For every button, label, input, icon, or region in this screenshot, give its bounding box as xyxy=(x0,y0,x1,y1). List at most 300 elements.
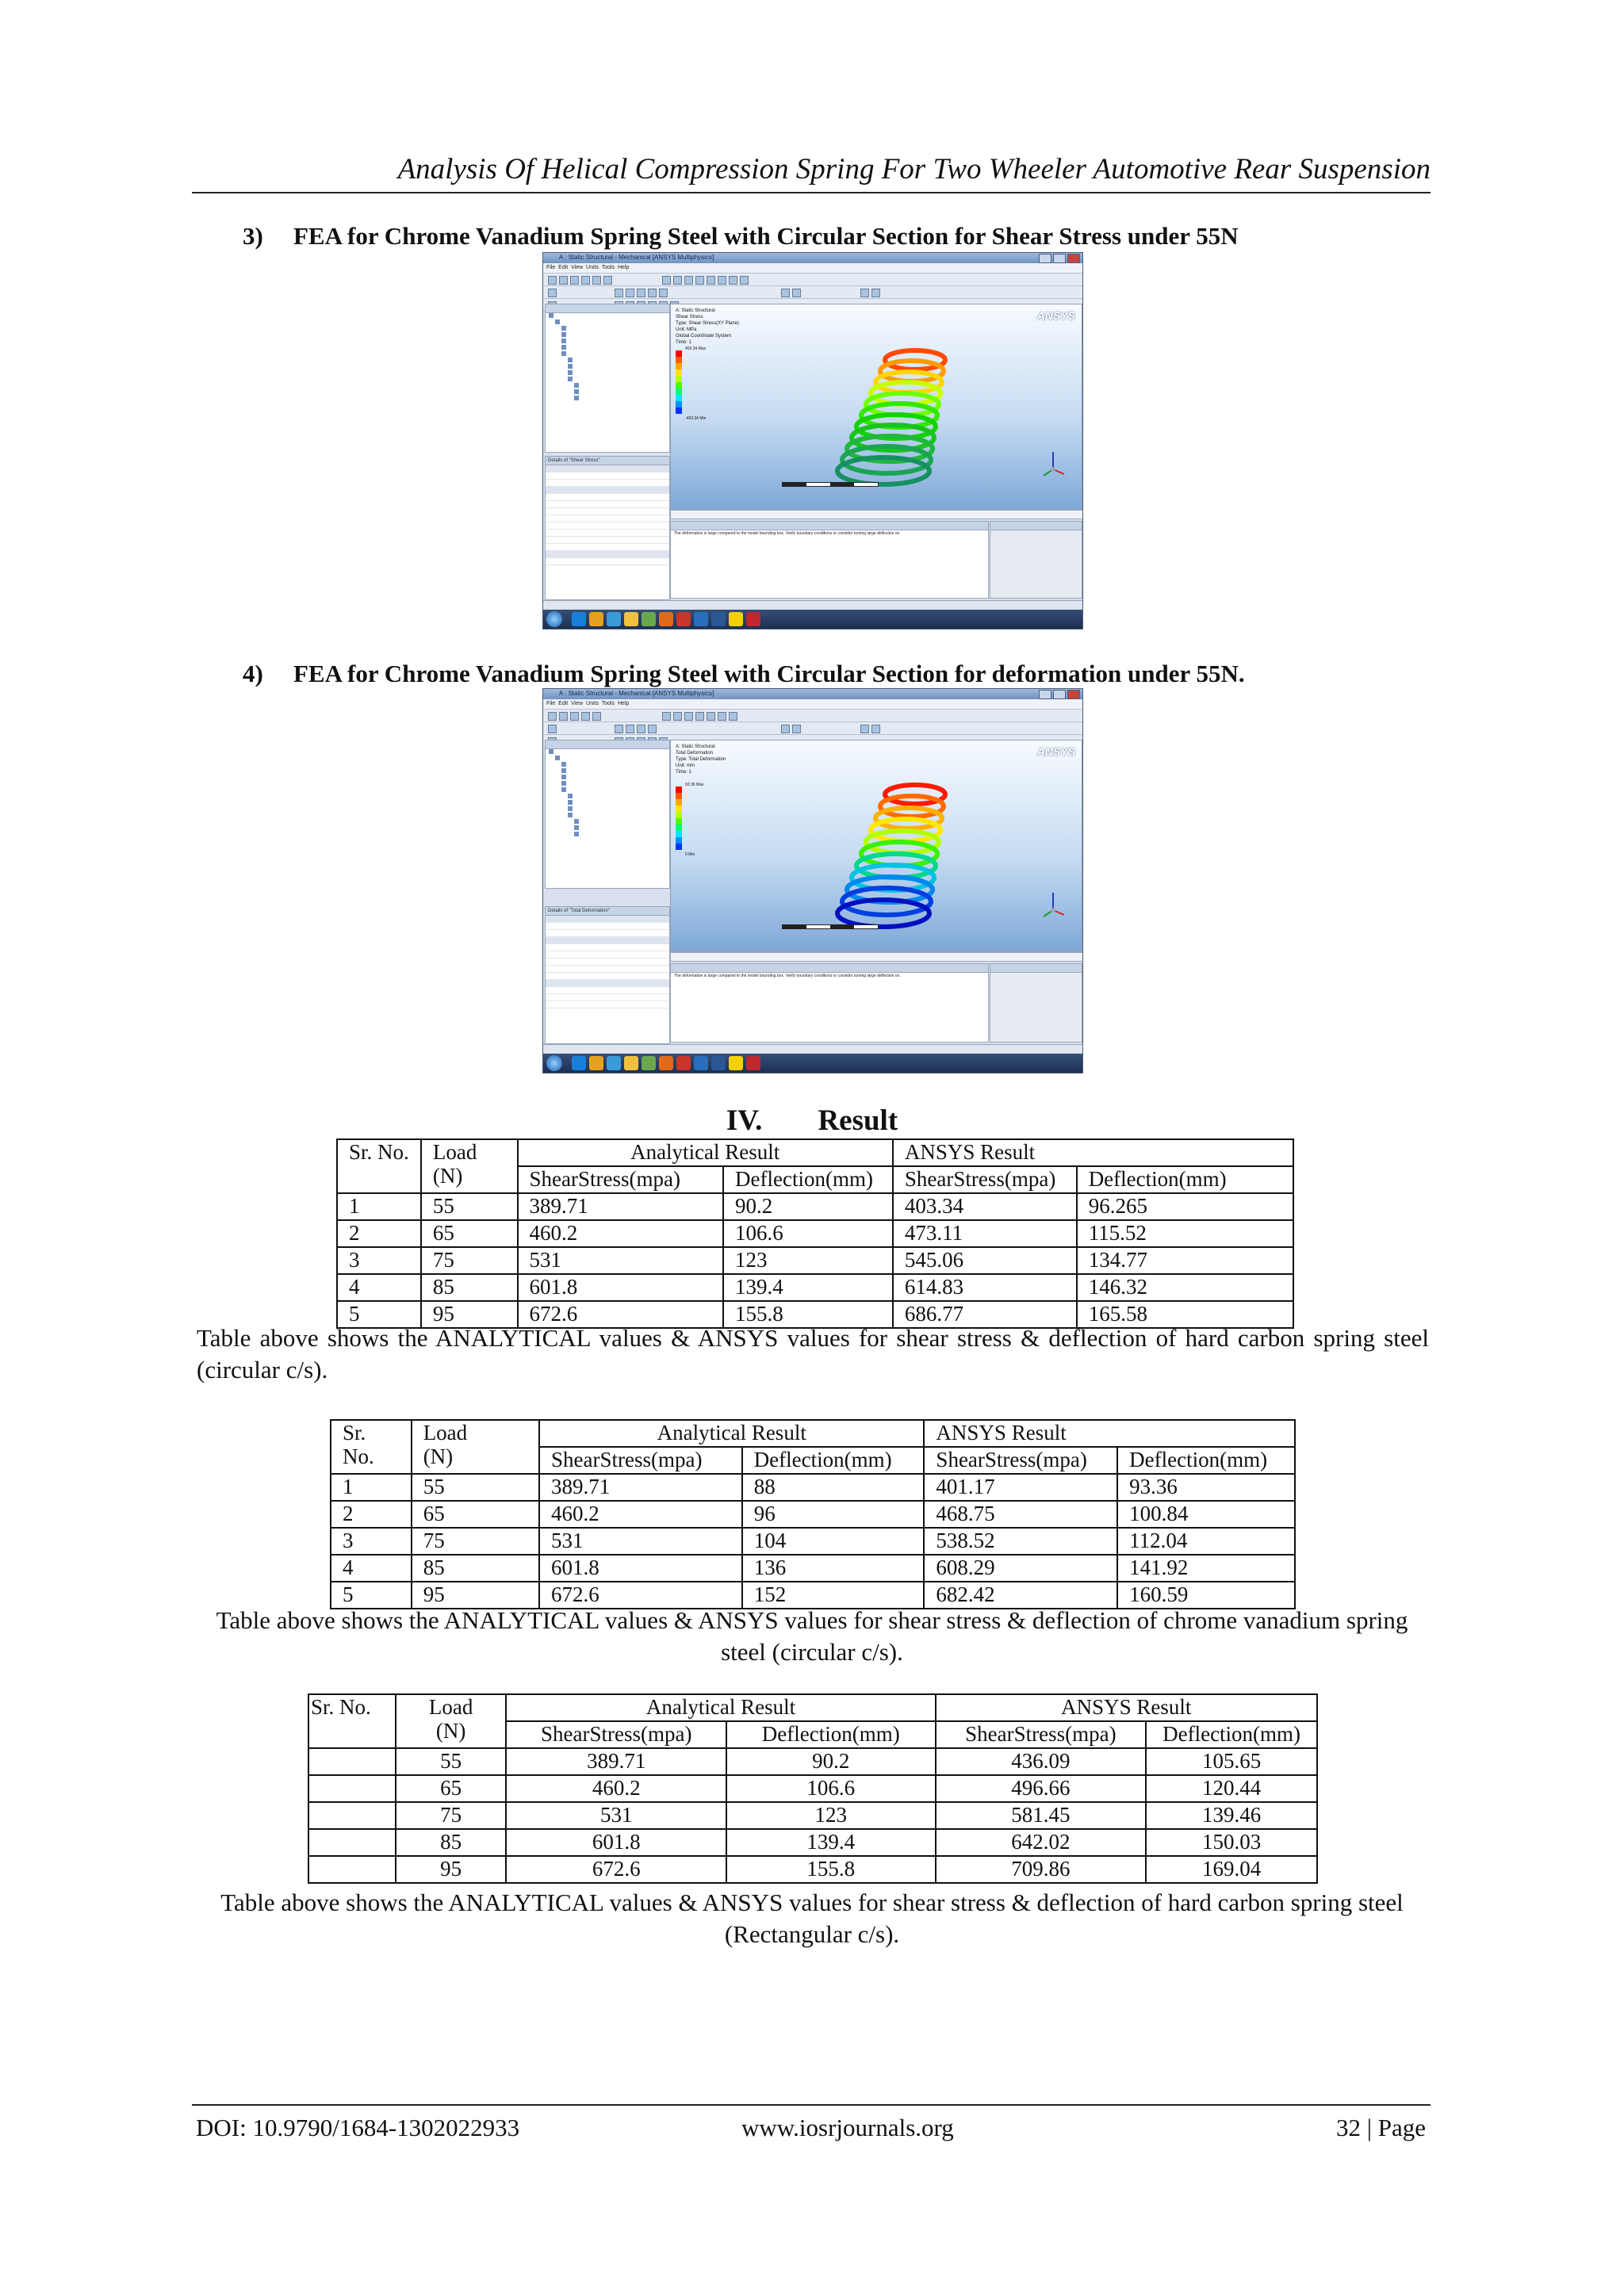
taskbar-app-icon xyxy=(676,612,691,626)
legend-min-label: 0 Min xyxy=(685,852,695,857)
toolbar-icon xyxy=(684,276,693,285)
details-row xyxy=(546,501,669,508)
details-row xyxy=(546,951,669,959)
toolbar-icon xyxy=(792,289,801,297)
tree-icon xyxy=(568,377,573,381)
tree-icon xyxy=(561,762,566,767)
cell-ansys-deflection: 141.92 xyxy=(1117,1555,1295,1582)
cell-load: 55 xyxy=(412,1474,539,1501)
axis-triad-icon xyxy=(1037,447,1069,479)
header-ansys: ANSYS Result xyxy=(893,1139,1293,1166)
header-load-bottom: (N) xyxy=(423,1445,454,1468)
header-deflection: Deflection(mm) xyxy=(723,1166,893,1193)
tree-icon xyxy=(568,794,573,798)
cell-sr: 5 xyxy=(331,1582,412,1609)
details-row xyxy=(546,494,669,501)
header-deflection: Deflection(mm) xyxy=(726,1721,936,1748)
cell-load: 95 xyxy=(396,1856,507,1883)
header-shear-stress: ShearStress(mpa) xyxy=(893,1166,1077,1193)
taskbar-app-icon xyxy=(659,1056,673,1070)
cell-ansys-shear: 642.02 xyxy=(936,1829,1147,1856)
taskbar-app-icon xyxy=(694,1056,708,1070)
scale-bar xyxy=(782,924,879,929)
results-table-hard-carbon-rectangular xyxy=(308,1693,1318,1884)
legend-swatch xyxy=(676,799,682,806)
details-row xyxy=(546,930,669,937)
figure-3-number: 3) xyxy=(243,222,263,250)
header-deflection: Deflection(mm) xyxy=(742,1447,925,1474)
geometry-tabs xyxy=(670,510,1083,519)
legend-swatch xyxy=(676,388,682,395)
tree-node xyxy=(546,389,669,396)
maximize-icon xyxy=(1053,254,1066,263)
table-3-note: Table above shows the ANALYTICAL values & ANSYS values for shear stress & deflection of hard carbon spring steel (Rectangular c/s). xyxy=(220,1888,1404,1948)
legend-swatch xyxy=(676,401,682,408)
graphics-viewport xyxy=(670,740,1082,952)
toolbar-2 xyxy=(543,286,1082,299)
table-row xyxy=(308,1802,1317,1829)
minimize-icon xyxy=(1039,254,1051,263)
cell-load: 95 xyxy=(421,1301,518,1328)
header-shear-stress: ShearStress(mpa) xyxy=(924,1447,1117,1474)
details-panel xyxy=(545,456,670,600)
spring-model-shear xyxy=(822,336,972,503)
taskbar-app-icon xyxy=(711,612,726,626)
cell-sr: 1 xyxy=(331,1474,412,1501)
toolbar-icon xyxy=(615,725,623,733)
cell-load: 55 xyxy=(421,1193,518,1220)
details-title: Details of "Total Deformation" xyxy=(546,907,669,916)
cell-ansys-deflection: 160.59 xyxy=(1117,1582,1295,1609)
cell-analytical-deflection: 155.8 xyxy=(723,1301,893,1328)
cell-ansys-deflection: 100.84 xyxy=(1117,1501,1295,1528)
details-row xyxy=(546,522,669,530)
header-shear-stress: ShearStress(mpa) xyxy=(936,1721,1147,1748)
tree-node xyxy=(546,800,669,806)
table-row xyxy=(331,1555,1295,1582)
cell-analytical-deflection: 106.6 xyxy=(726,1775,936,1802)
tree-icon xyxy=(555,320,560,324)
ansys-screenshot-deformation xyxy=(542,688,1083,1073)
figure-3-caption-text: FEA for Chrome Vanadium Spring Steel with Circular Section for Shear Stress under 55N xyxy=(293,222,1239,250)
toolbar-icon xyxy=(592,712,601,721)
cell-analytical-shear: 672.6 xyxy=(518,1301,724,1328)
tabular-data-header xyxy=(990,522,1082,530)
toolbar-1 xyxy=(543,710,1082,722)
cell-analytical-deflection: 106.6 xyxy=(723,1220,893,1247)
tree-node xyxy=(546,762,669,768)
cell-analytical-shear: 672.6 xyxy=(539,1582,742,1609)
cell-load: 85 xyxy=(421,1274,518,1301)
tree-node xyxy=(546,819,669,825)
cell-analytical-shear: 460.2 xyxy=(539,1501,742,1528)
header-sr-no: Sr. No. xyxy=(308,1694,396,1748)
cell-sr xyxy=(308,1856,396,1883)
taskbar-app-icon xyxy=(607,612,621,626)
toolbar-icon xyxy=(860,725,869,733)
table-row xyxy=(308,1775,1317,1802)
tree-icon xyxy=(574,389,579,394)
section-heading xyxy=(0,1104,1624,1138)
legend-swatch xyxy=(676,408,682,414)
details-row xyxy=(546,537,669,544)
windows-taskbar xyxy=(543,1054,1082,1073)
cell-ansys-shear: 468.75 xyxy=(924,1501,1117,1528)
scale-bar xyxy=(782,482,879,487)
cell-analytical-shear: 460.2 xyxy=(518,1220,724,1247)
window-controls xyxy=(1039,690,1080,699)
taskbar-app-icon xyxy=(642,1056,656,1070)
header-load-bottom: (N) xyxy=(435,1719,466,1743)
details-row xyxy=(546,530,669,537)
details-row xyxy=(546,515,669,522)
legend-swatch xyxy=(676,382,682,388)
tree-node xyxy=(546,320,669,326)
cell-load: 75 xyxy=(412,1528,539,1555)
details-row xyxy=(546,944,669,951)
minimize-icon xyxy=(1039,690,1051,699)
table-2-note: Table above shows the ANALYTICAL values & ANSYS values for shear stress & deflection of chrome vanadium spring steel (circular c/s). xyxy=(216,1606,1408,1666)
tree-icon xyxy=(568,813,573,817)
viewport-info: A: Static Structural Shear Stress Type: Shear Stress(XY Plane) Unit: MPa Global Coordinate System Time: 1 xyxy=(676,308,739,345)
header-deflection: Deflection(mm) xyxy=(1077,1166,1293,1193)
cell-analytical-shear: 531 xyxy=(506,1802,726,1829)
cell-analytical-deflection: 90.2 xyxy=(726,1748,936,1775)
taskbar-app-icon xyxy=(589,612,603,626)
geometry-tabs xyxy=(670,952,1083,962)
tabular-data-panel xyxy=(990,963,1082,1043)
figure-4-number: 4) xyxy=(243,660,263,687)
cell-analytical-shear: 601.8 xyxy=(506,1829,726,1856)
cell-analytical-deflection: 88 xyxy=(742,1474,925,1501)
header-analytical: Analytical Result xyxy=(506,1694,935,1721)
cell-analytical-deflection: 155.8 xyxy=(726,1856,936,1883)
tree-icon xyxy=(574,819,579,824)
tree-icon xyxy=(574,832,579,836)
taskbar-app-icon xyxy=(729,612,743,626)
tree-icon xyxy=(574,396,579,400)
warning-message: The deformation is large compared to the model bounding box. Verify boundary conditions or consider turning large deflection on. xyxy=(674,531,901,536)
cell-sr: 2 xyxy=(331,1501,412,1528)
cell-ansys-shear: 682.42 xyxy=(924,1582,1117,1609)
cell-analytical-shear: 531 xyxy=(539,1528,742,1555)
tree-icon xyxy=(549,313,553,318)
toolbar-icon xyxy=(781,725,790,733)
windows-taskbar xyxy=(543,610,1082,629)
table-row xyxy=(337,1247,1293,1274)
header-ansys: ANSYS Result xyxy=(924,1420,1295,1447)
cell-ansys-shear: 581.45 xyxy=(936,1802,1147,1829)
cell-load: 75 xyxy=(396,1802,507,1829)
ansys-logo: ANSYS xyxy=(1036,309,1075,322)
axis-triad-icon xyxy=(1037,888,1069,920)
cell-sr: 3 xyxy=(331,1528,412,1555)
tree-node xyxy=(546,383,669,389)
cell-analytical-deflection: 104 xyxy=(742,1528,925,1555)
tabular-data-header xyxy=(990,964,1082,973)
taskbar-app-icon xyxy=(572,1056,586,1070)
table-row xyxy=(308,1856,1317,1883)
cell-ansys-shear: 436.09 xyxy=(936,1748,1147,1775)
details-row xyxy=(546,508,669,515)
table-row xyxy=(337,1274,1293,1301)
toolbar-1 xyxy=(543,274,1082,286)
toolbar-icon xyxy=(792,725,801,733)
menubar: File Edit View Units Tools Help xyxy=(543,699,1082,710)
details-row xyxy=(546,980,669,987)
cell-load: 85 xyxy=(412,1555,539,1582)
messages-panel xyxy=(670,521,989,599)
cell-ansys-shear: 496.66 xyxy=(936,1775,1147,1802)
details-row xyxy=(546,966,669,973)
toolbar-icon xyxy=(673,276,682,285)
start-button-icon xyxy=(546,611,562,627)
legend-swatch xyxy=(676,825,682,831)
tree-icon xyxy=(568,800,573,805)
header-load xyxy=(396,1694,507,1748)
figure-4-caption-text: FEA for Chrome Vanadium Spring Steel with Circular Section for deformation under 55N. xyxy=(293,660,1245,687)
header-shear-stress: ShearStress(mpa) xyxy=(518,1166,724,1193)
taskbar-app-icon xyxy=(607,1056,621,1070)
cell-sr xyxy=(308,1775,396,1802)
toolbar-icon xyxy=(871,725,880,733)
tree-icon xyxy=(574,825,579,830)
toolbar-icon xyxy=(581,712,590,721)
cell-sr xyxy=(308,1829,396,1856)
header-sr-top: Sr. xyxy=(343,1421,366,1445)
toolbar-icon xyxy=(559,276,568,285)
toolbar-icon xyxy=(637,289,645,297)
tree-icon xyxy=(568,358,573,362)
cell-analytical-deflection: 152 xyxy=(742,1582,925,1609)
results-table-hard-carbon-circular xyxy=(336,1138,1294,1329)
table-row xyxy=(308,1748,1317,1775)
taskbar-app-icon xyxy=(694,612,708,626)
header-analytical: Analytical Result xyxy=(539,1420,924,1447)
cell-ansys-deflection: 165.58 xyxy=(1077,1301,1293,1328)
cell-ansys-shear: 608.29 xyxy=(924,1555,1117,1582)
toolbar-icon xyxy=(695,276,704,285)
toolbar-icon xyxy=(548,712,557,721)
legend-swatch xyxy=(676,806,682,812)
toolbar-icon xyxy=(548,276,557,285)
legend-swatch xyxy=(676,844,682,850)
toolbar-icon xyxy=(548,725,557,733)
details-row xyxy=(546,558,669,565)
cell-analytical-deflection: 123 xyxy=(726,1802,936,1829)
cell-analytical-deflection: 139.4 xyxy=(726,1829,936,1856)
details-row xyxy=(546,959,669,966)
cell-ansys-deflection: 115.52 xyxy=(1077,1220,1293,1247)
figure-4-caption xyxy=(243,660,1245,688)
header-sr-no: Sr. No. xyxy=(337,1139,421,1193)
tree-node xyxy=(546,396,669,402)
header-load-top: Load xyxy=(428,1695,473,1719)
header-sr-no xyxy=(331,1420,412,1474)
toolbar-icon xyxy=(626,725,634,733)
cell-ansys-deflection: 120.44 xyxy=(1146,1775,1317,1802)
warning-message: The deformation is large compared to the model bounding box. Verify boundary conditions or consider turning large deflection on. xyxy=(674,974,901,978)
taskbar-app-icon xyxy=(572,612,586,626)
cell-load: 65 xyxy=(412,1501,539,1528)
tabular-data-panel xyxy=(990,521,1082,599)
toolbar-icon xyxy=(626,289,634,297)
messages-header xyxy=(671,964,988,973)
taskbar-app-icon xyxy=(642,612,656,626)
cell-sr: 4 xyxy=(337,1274,421,1301)
legend-swatch xyxy=(676,363,682,369)
cell-sr: 5 xyxy=(337,1301,421,1328)
toolbar-icon xyxy=(860,289,869,297)
toolbar-icon xyxy=(592,276,601,285)
taskbar-app-icon xyxy=(659,612,673,626)
graphics-viewport xyxy=(670,304,1082,510)
tree-node xyxy=(546,825,669,832)
toolbar-icon xyxy=(718,276,726,285)
menubar: File Edit View Units Tools Help xyxy=(543,263,1082,274)
details-row xyxy=(546,544,669,551)
close-icon xyxy=(1067,690,1080,699)
toolbar-icon xyxy=(662,712,671,721)
tree-node xyxy=(546,339,669,345)
toolbar-icon xyxy=(707,712,715,721)
cell-analytical-shear: 389.71 xyxy=(518,1193,724,1220)
tree-icon xyxy=(574,383,579,388)
toolbar-icon xyxy=(615,289,623,297)
cell-ansys-deflection: 169.04 xyxy=(1146,1856,1317,1883)
tree-icon xyxy=(568,364,573,369)
details-panel xyxy=(545,906,670,1044)
tree-node xyxy=(546,756,669,762)
cell-ansys-shear: 403.34 xyxy=(893,1193,1077,1220)
ansys-screenshot-shear-stress xyxy=(542,252,1083,629)
toolbar-icon xyxy=(673,712,682,721)
window-title: A : Static Structural - Mechanical [ANSYS Multiphysics] xyxy=(559,690,714,697)
tree-node xyxy=(546,775,669,781)
cell-analytical-deflection: 139.4 xyxy=(723,1274,893,1301)
tree-icon xyxy=(561,339,566,343)
legend-max-label: 93.36 Max xyxy=(685,783,704,787)
footer-url: www.iosrjournals.org xyxy=(741,2114,954,2141)
cell-ansys-shear: 545.06 xyxy=(893,1247,1077,1274)
toolbar-icon xyxy=(581,276,590,285)
tree-icon xyxy=(555,756,560,760)
header-analytical: Analytical Result xyxy=(518,1139,893,1166)
cell-sr xyxy=(308,1802,396,1829)
cell-ansys-deflection: 150.03 xyxy=(1146,1829,1317,1856)
details-row xyxy=(546,923,669,930)
details-row xyxy=(546,916,669,923)
tree-icon xyxy=(561,351,566,356)
figure-3-caption xyxy=(243,222,1239,251)
taskbar-app-icon xyxy=(746,1056,760,1070)
table-row xyxy=(331,1474,1295,1501)
cell-analytical-deflection: 90.2 xyxy=(723,1193,893,1220)
toolbar-icon xyxy=(570,712,579,721)
cell-sr: 4 xyxy=(331,1555,412,1582)
tree-node xyxy=(546,832,669,838)
tree-node xyxy=(546,351,669,358)
taskbar-app-icon xyxy=(589,1056,603,1070)
toolbar-icon xyxy=(603,276,612,285)
cell-ansys-shear: 614.83 xyxy=(893,1274,1077,1301)
cell-sr: 3 xyxy=(337,1247,421,1274)
viewport-info: A: Static Structural Total Deformation Type: Total Deformation Unit: mm Time: 1 xyxy=(676,744,726,775)
cell-ansys-deflection: 96.265 xyxy=(1077,1193,1293,1220)
messages-panel xyxy=(670,963,989,1043)
toolbar-icon xyxy=(559,712,568,721)
toolbar-icon xyxy=(648,289,657,297)
cell-analytical-shear: 601.8 xyxy=(539,1555,742,1582)
results-table-chrome-vanadium-circular xyxy=(330,1419,1296,1609)
cell-analytical-shear: 601.8 xyxy=(518,1274,724,1301)
legend-swatch xyxy=(676,812,682,818)
cell-ansys-shear: 473.11 xyxy=(893,1220,1077,1247)
legend-swatch xyxy=(676,818,682,825)
details-row xyxy=(546,987,669,994)
footer-rule xyxy=(192,2104,1431,2106)
tree-node xyxy=(546,787,669,794)
taskbar-app-icon xyxy=(746,612,760,626)
toolbar-icon xyxy=(718,712,726,721)
header-load xyxy=(412,1420,539,1474)
toolbar-icon xyxy=(548,289,557,297)
toolbar-icon xyxy=(695,712,704,721)
table-row xyxy=(308,1829,1317,1856)
tree-node xyxy=(546,326,669,332)
table-row xyxy=(331,1501,1295,1528)
details-row xyxy=(546,473,669,480)
cell-ansys-deflection: 93.36 xyxy=(1117,1474,1295,1501)
status-bar xyxy=(543,600,1082,609)
header-shear-stress: ShearStress(mpa) xyxy=(539,1447,742,1474)
tree-icon xyxy=(561,775,566,779)
tree-node xyxy=(546,364,669,370)
toolbar-icon xyxy=(729,712,737,721)
tree-node xyxy=(546,313,669,320)
tree-node xyxy=(546,781,669,787)
legend-max-label: 403.34 Max xyxy=(685,346,707,351)
cell-analytical-shear: 672.6 xyxy=(506,1856,726,1883)
outline-header xyxy=(546,304,669,313)
header-deflection: Deflection(mm) xyxy=(1146,1721,1317,1748)
cell-ansys-shear: 538.52 xyxy=(924,1528,1117,1555)
table-1-note: Table above shows the ANALYTICAL values & ANSYS values for shear stress & deflection of hard carbon spring steel (circular c/s). xyxy=(197,1324,1429,1383)
details-row xyxy=(546,551,669,558)
cell-analytical-shear: 389.71 xyxy=(539,1474,742,1501)
toolbar-icon xyxy=(662,276,671,285)
toolbar-icon xyxy=(707,276,715,285)
cell-load: 65 xyxy=(421,1220,518,1247)
tree-icon xyxy=(561,345,566,350)
color-legend xyxy=(676,350,682,414)
window-controls xyxy=(1039,254,1080,263)
toolbar-icon xyxy=(684,712,693,721)
legend-min-label: -403.34 Min xyxy=(685,416,707,421)
tree-node xyxy=(546,377,669,383)
legend-swatch xyxy=(676,357,682,363)
tree-node xyxy=(546,749,669,756)
header-sr-bottom: No. xyxy=(343,1445,374,1468)
details-row xyxy=(546,973,669,980)
header-load-bottom: (N) xyxy=(432,1164,463,1188)
tree-node xyxy=(546,370,669,377)
window-titlebar xyxy=(543,253,1082,263)
legend-swatch xyxy=(676,786,682,793)
taskbar-app-icon xyxy=(624,1056,638,1070)
cell-analytical-shear: 531 xyxy=(518,1247,724,1274)
toolbar-icon xyxy=(740,276,749,285)
